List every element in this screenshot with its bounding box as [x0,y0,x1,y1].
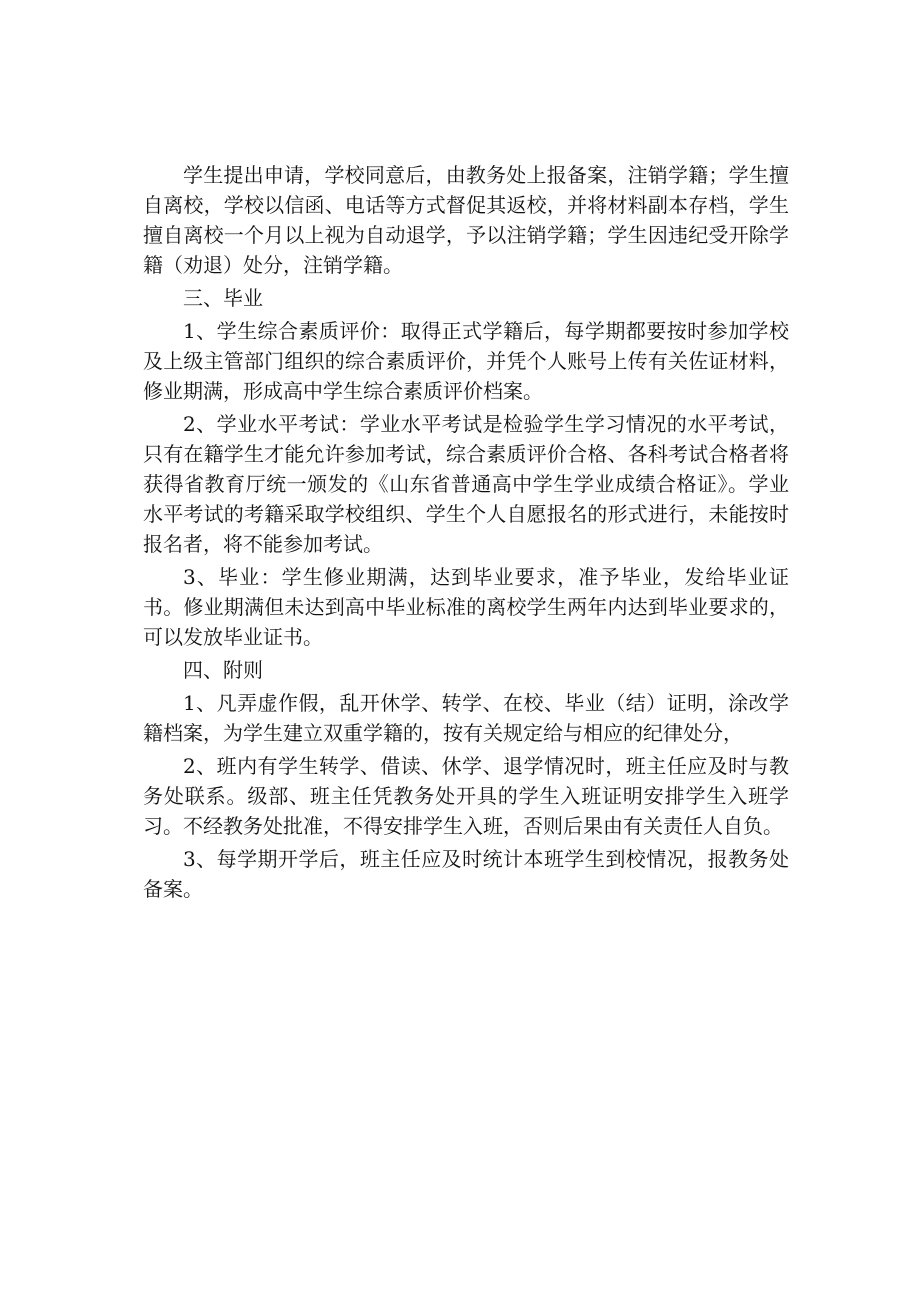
paragraph-quality-evaluation: 1、学生综合素质评价：取得正式学籍后，每学期都要按时参加学校及上级主管部门组织的综合素质评价，并凭个人账号上传有关佐证材料，修业期满，形成高中学生综合素质评价档案。 [143,319,789,403]
paragraph-semester-statistics: 3、每学期开学后，班主任应及时统计本班学生到校情况，报教务处备案。 [143,847,789,901]
section-heading-graduation: 三、毕业 [183,286,263,310]
document-body [143,160,789,907]
paragraph-withdrawal: 学生提出申请，学校同意后，由教务处上报备案，注销学籍；学生擅自离校，学校以信函、电话等方式督促其返校，并将材料副本存档，学生擅自离校一个月以上视为自动退学，予以注销学籍；学生因违纪受开除学籍（劝退）处分，注销学籍。 [143,163,789,277]
paragraph-falsification: 1、凡弄虚作假，乱开休学、转学、在校、毕业（结）证明，涂改学籍档案，为学生建立双重学籍的，按有关规定给与相应的纪律处分， [143,691,789,745]
paragraph-graduation: 3、毕业：学生修业期满，达到毕业要求，准予毕业，发给毕业证书。修业期满但未达到高中毕业标准的离校学生两年内达到毕业要求的，可以发放毕业证书。 [143,565,789,649]
section-heading-supplementary: 四、附则 [183,658,263,682]
paragraph-class-changes: 2、班内有学生转学、借读、休学、退学情况时，班主任应及时与教务处联系。级部、班主任凭教务处开具的学生入班证明安排学生入班学习。不经教务处批准，不得安排学生入班，否则后果由有关责任人自负。 [143,754,789,838]
paragraph-proficiency-exam: 2、学业水平考试：学业水平考试是检验学生学习情况的水平考试，只有在籍学生才能允许参加考试，综合素质评价合格、各科考试合格者将获得省教育厅统一颁发的《山东省普通高中学生学业成绩合格证》。学业水平考试的考籍采取学校组织、学生个人自愿报名的形式进行，未能按时报名者，将不能参加考试。 [143,412,789,556]
